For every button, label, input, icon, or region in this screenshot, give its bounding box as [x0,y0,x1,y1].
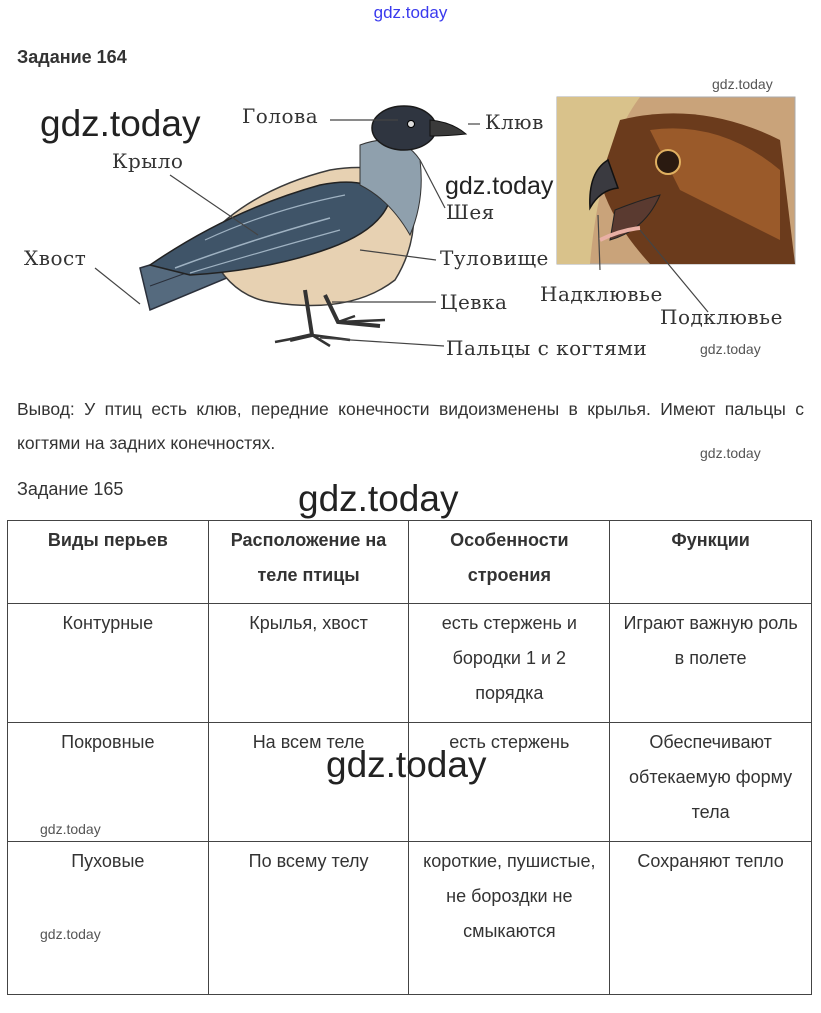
table-cell: есть стержень и бородки 1 и 2 порядка [409,604,610,723]
header-structure: Особенности строения [409,521,610,604]
label-tarsus: Цевка [440,290,508,314]
label-beak: Клюв [485,110,544,134]
header-functions: Функции [610,521,812,604]
task-164-title: Задание 164 [17,47,127,67]
label-head: Голова [242,104,319,128]
watermark-8: gdz.today [40,821,101,837]
label-body: Туловище [440,246,549,270]
watermark-1: gdz.today [40,103,201,144]
table-cell: Покровные [8,723,209,842]
watermark-6: gdz.today [298,478,459,519]
label-wing: Крыло [112,149,184,173]
label-neck: Шея [446,200,495,224]
header-feather-type: Виды перьев [8,521,209,604]
table-cell: есть стержень [409,723,610,842]
table-cell: Обеспечивают обтекаемую форму тела [610,723,812,842]
table-cell: Играют важную роль в полете [610,604,812,723]
header-location: Расположение на теле птицы [208,521,409,604]
hawk-head-photo [557,97,795,264]
watermark-5: gdz.today [700,445,761,461]
watermark-2: gdz.today [712,76,773,92]
task-165-title: Задание 165 [17,479,124,499]
conclusion-text: Вывод: У птиц есть клюв, передние конечности видоизменены в крылья. Имеют пальцы с когтями на задних конечностях. [17,399,804,453]
watermark-3: gdz.today [445,172,554,200]
label-lower-beak: Подклювье [660,305,783,329]
table-cell: На всем теле [208,723,409,842]
table-cell: Крылья, хвост [208,604,409,723]
table-cell: Пуховые [8,842,209,995]
watermark-top: gdz.today [373,3,448,22]
watermark-4: gdz.today [700,341,761,357]
table-cell: Сохраняют тепло [610,842,812,995]
label-tail: Хвост [24,246,87,270]
label-toes: Пальцы с когтями [446,336,648,360]
table-row [8,604,812,723]
table-cell: По всему телу [208,842,409,995]
table-header-row [8,521,812,604]
label-upper-beak: Надклювье [540,282,663,306]
table-row [8,842,812,995]
watermark-7: gdz.today [326,744,487,785]
watermark-9: gdz.today [40,926,101,942]
table-cell: короткие, пушистые, не бороздки не смыкаются [409,842,610,995]
table-cell: Контурные [8,604,209,723]
